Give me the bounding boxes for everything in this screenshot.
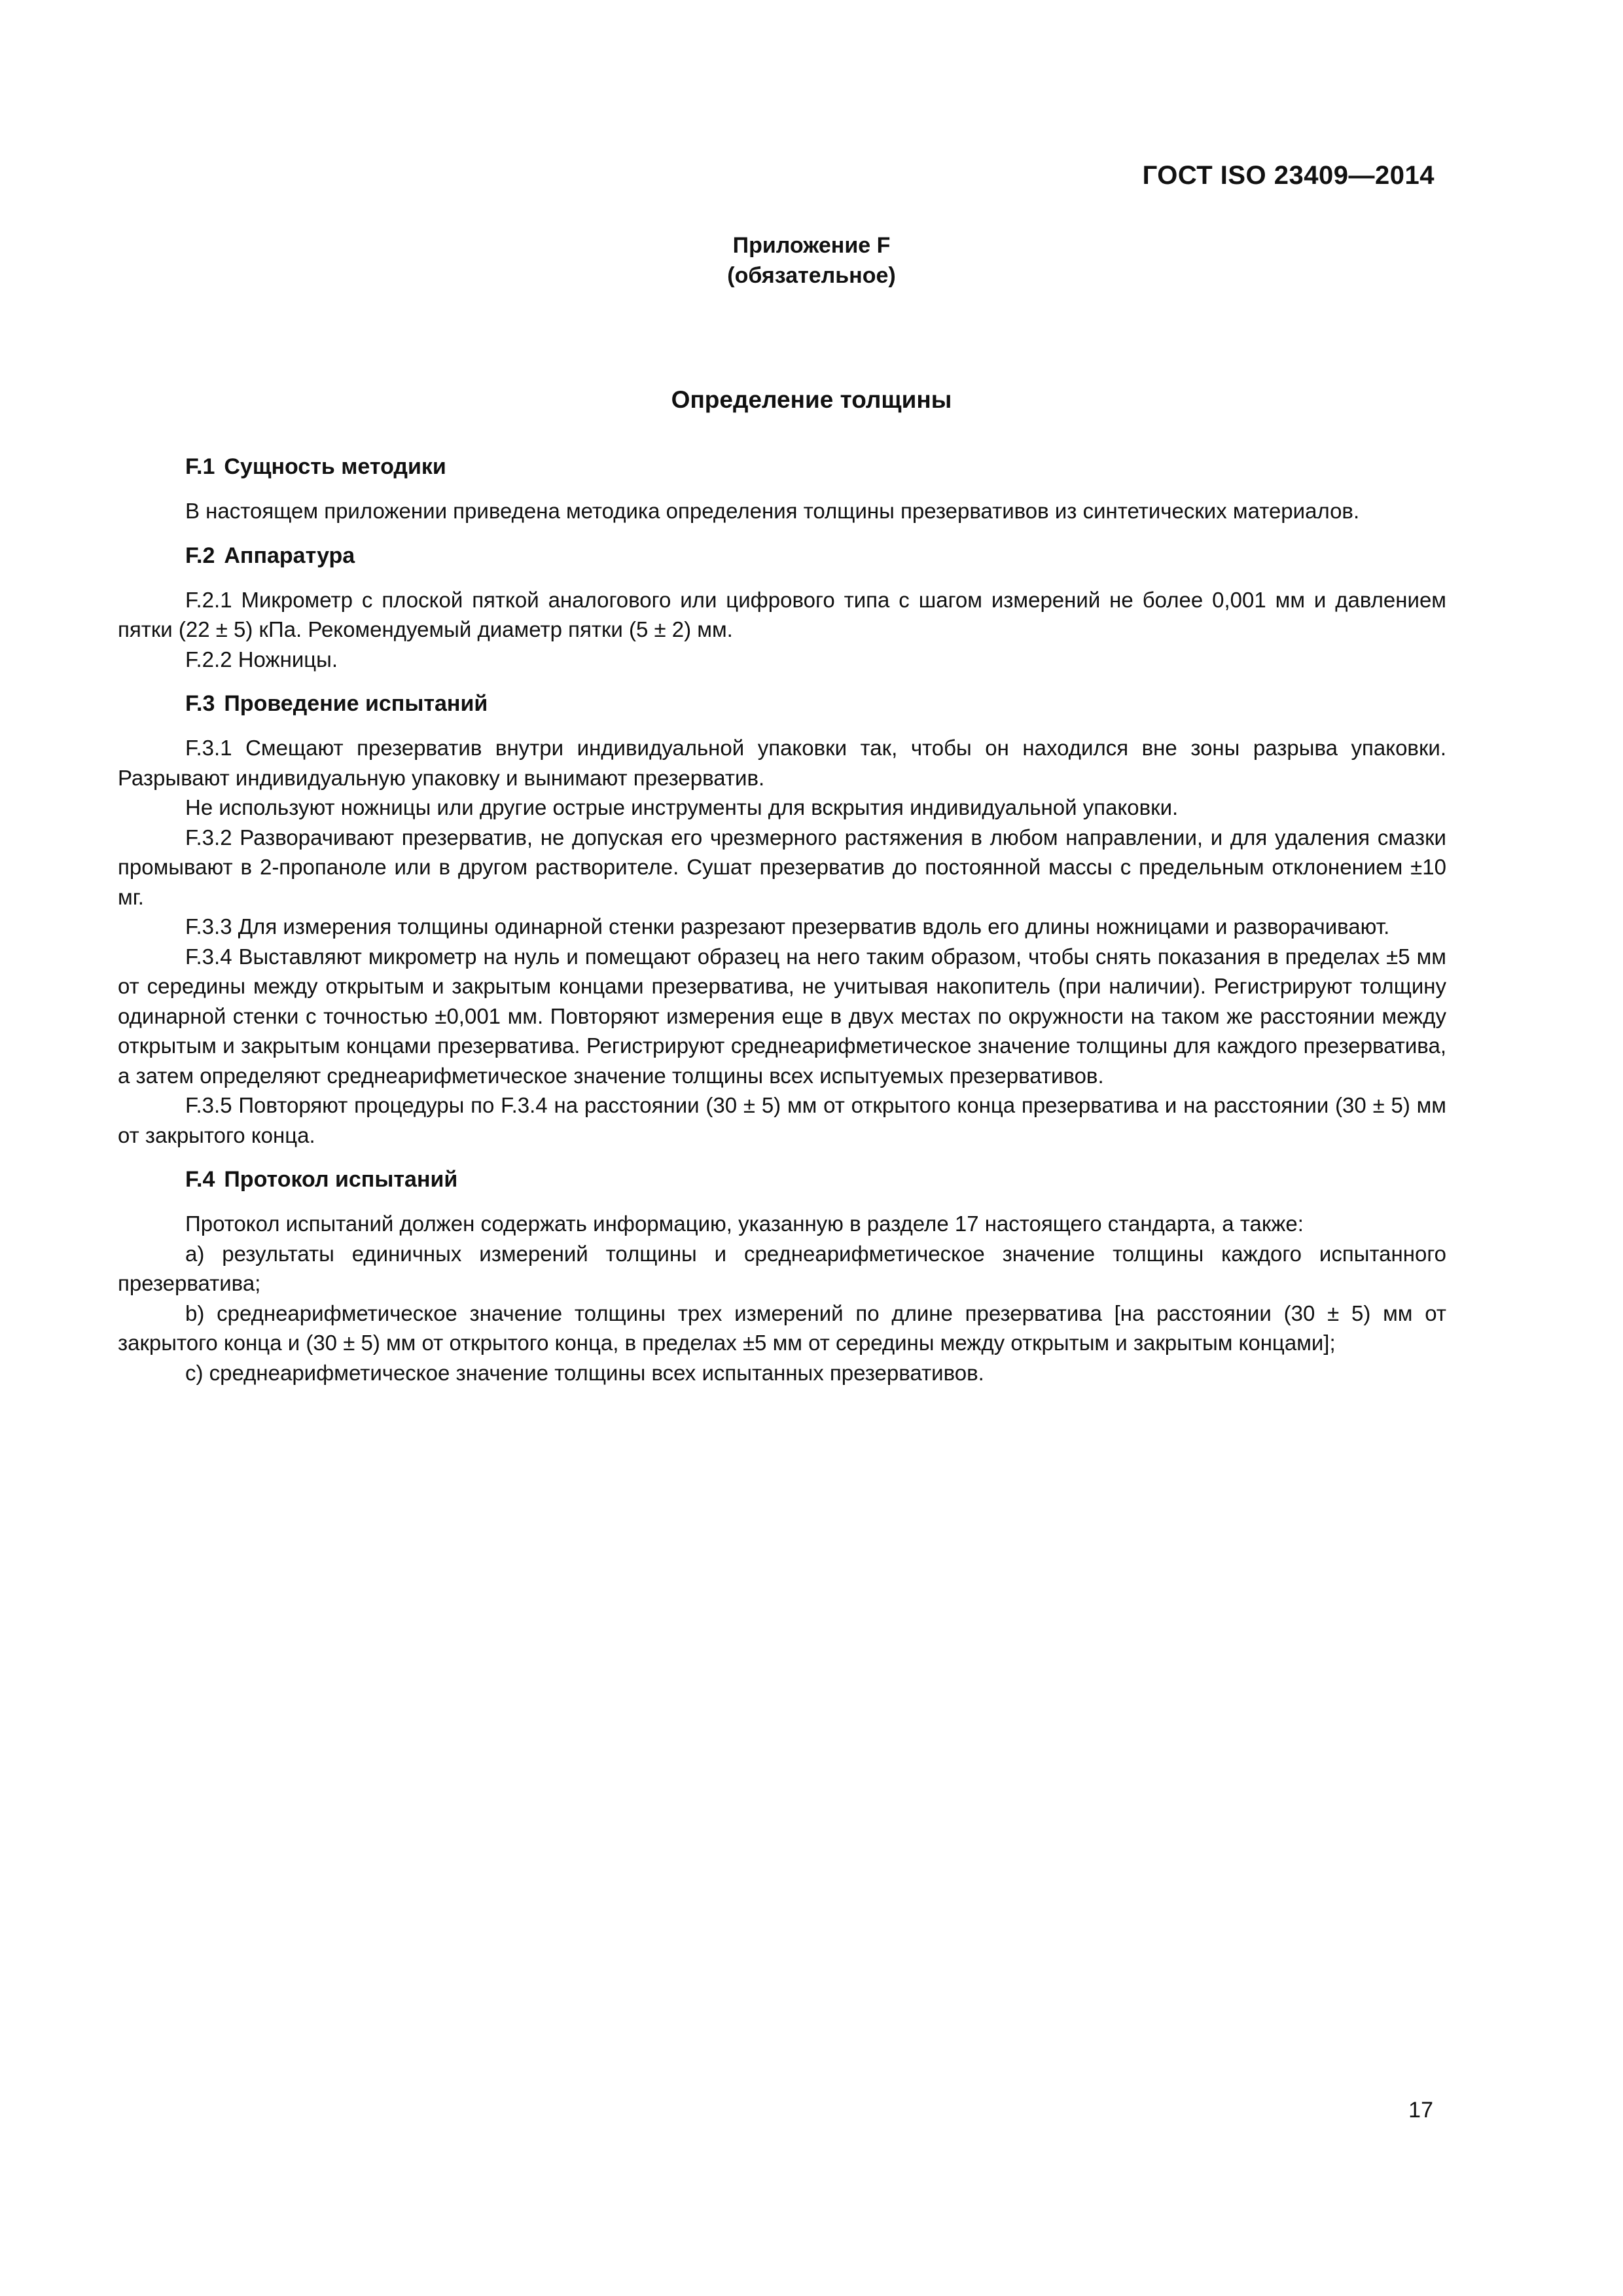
paragraph: F.3.4 Выставляют микрометр на нуль и помещают образец на него таким образом, чтобы снять показания в пределах ±5 мм от середины между открытым и закрытым концами презерватива, не учитывая накопитель (при наличии). Регистрируют толщину одинарной стенки с точностью ±0,001 мм. Повторяют измерения еще в двух местах по окружности на таком же расстоянии между открытым и закрытым концами презерватива. Регистрируют среднеарифметическое значение толщины для каждого презерватива, а затем определяют среднеарифметическое значение толщины всех испытуемых презервативов. (118, 944, 1446, 1088)
annex-title: Определение толщины (671, 386, 952, 413)
page-number: 17 (1408, 2098, 1433, 2123)
list-item-b: b) среднеарифметическое значение толщины трех измерений по длине презерватива [на расстоянии (30 ± 5) мм от закрытого конца и (30 ± 5) мм от открытого конца, в пределах ±5 мм от середины между открытым и закрытым концами]; (118, 1300, 1446, 1355)
document-body (118, 452, 1446, 1402)
section-number: F.2 (185, 543, 215, 568)
paragraph: F.3.2 Разворачивают презерватив, не допуская его чрезмерного растяжения в любом направлении, и для удаления смазки промывают в 2-пропаноле или в другом растворителе. Сушат презерватив до постоянной массы с предельным отклонением ±10 мг. (118, 825, 1446, 909)
section-heading (118, 452, 1446, 482)
paragraph: В настоящем приложении приведена методика определения толщины презервативов из синтетических материалов. (185, 499, 1360, 523)
list-item-a: a) результаты единичных измерений толщины и среднеарифметическое значение толщины каждого испытанного презерватива; (118, 1241, 1446, 1295)
annex-label: Приложение F (732, 233, 891, 258)
section-f4 (118, 1164, 1446, 1388)
document-code: ГОСТ ISO 23409—2014 (1142, 161, 1435, 190)
section-number: F.1 (185, 454, 215, 479)
paragraph: Протокол испытаний должен содержать информацию, указанную в разделе 17 настоящего стандарта, а также: (185, 1211, 1304, 1236)
section-f2 (118, 541, 1446, 675)
annex-heading (0, 230, 1623, 291)
paragraph: F.3.3 Для измерения толщины одинарной стенки разрезают презерватив вдоль его длины ножницами и разворачивают. (185, 914, 1390, 939)
paragraph: Не используют ножницы или другие острые инструменты для вскрытия индивидуальной упаковки. (185, 795, 1179, 819)
section-title: Протокол испытаний (224, 1167, 458, 1192)
section-f1 (118, 452, 1446, 526)
section-number: F.4 (185, 1167, 215, 1192)
section-title: Сущность методики (224, 454, 446, 479)
paragraph: F.2.1 Микрометр с плоской пяткой аналогового или цифрового типа с шагом измерений не более 0,001 мм и давлением пятки (22 ± 5) кПа. Рекомендуемый диаметр пятки (5 ± 2) мм. (118, 587, 1446, 641)
section-title: Аппаратура (224, 543, 355, 568)
section-heading (118, 1164, 1446, 1194)
list-item-c: c) среднеарифметическое значение толщины всех испытанных презервативов. (185, 1360, 984, 1385)
section-heading (118, 689, 1446, 719)
section-title: Проведение испытаний (224, 691, 488, 716)
section-number: F.3 (185, 691, 215, 716)
annex-status: (обязательное) (727, 263, 896, 288)
section-f3 (118, 689, 1446, 1150)
paragraph: F.3.5 Повторяют процедуры по F.3.4 на расстоянии (30 ± 5) мм от открытого конца презерватива и на расстоянии (30 ± 5) мм от закрытого конца. (118, 1093, 1446, 1147)
paragraph: F.3.1 Смещают презерватив внутри индивидуальной упаковки так, чтобы он находился вне зоны разрыва упаковки. Разрывают индивидуальную упаковку и вынимают презерватив. (118, 736, 1446, 790)
section-heading (118, 541, 1446, 571)
paragraph: F.2.2 Ножницы. (185, 647, 338, 672)
